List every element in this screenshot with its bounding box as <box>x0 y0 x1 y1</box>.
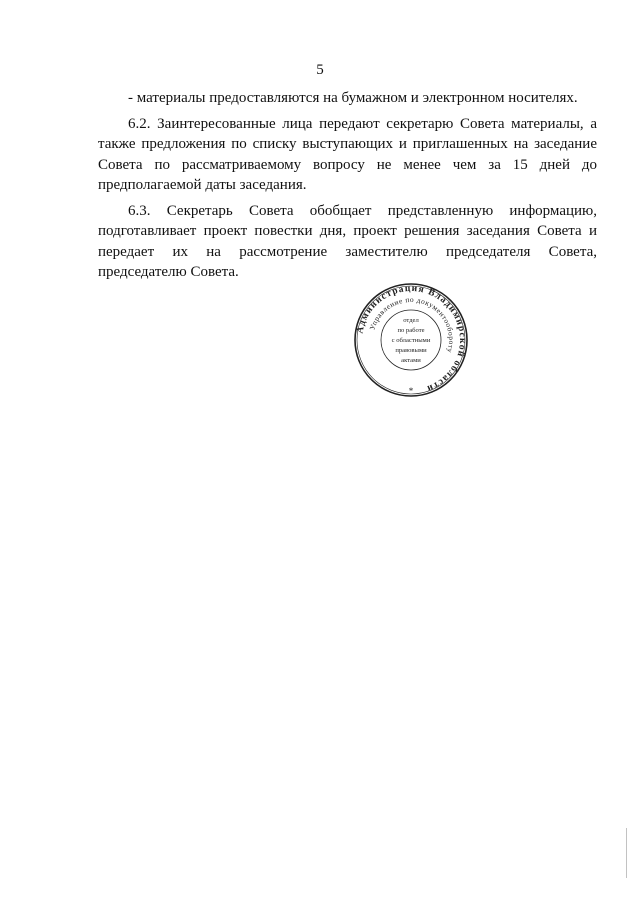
stamp-center-line-4: правовыми <box>395 347 427 354</box>
page-number: 5 <box>316 62 324 78</box>
document-body <box>98 88 597 288</box>
scan-edge-mark <box>626 828 630 878</box>
stamp-outer-ring: Администрация Владимирской области <box>355 283 468 394</box>
paragraph-materials: - материалы предоставляются на бумажном и электронном носителях. <box>128 90 578 106</box>
paragraph-6-3: 6.3. Секретарь Совета обобщает представленную информацию, подготавливает проект повестки дня, проект решения заседания Совета и передает их на рассмотрение заместителю председателя Совета, председателю Совета. <box>98 202 597 280</box>
stamp-inner-ring: Управление по документообороту <box>367 294 457 355</box>
stamp-center-line-1: отдел <box>403 317 419 324</box>
paragraph-6-2: 6.2. Заинтересованные лица передают секретарю Совета материалы, а также предложения по списку выступающих и приглашенных на заседание Совета по рассматриваемому вопросу не менее чем за 15 дней до предполагаемой даты заседания. <box>98 115 597 193</box>
stamp-center-line-3: с областными <box>391 337 431 344</box>
stamp-center-line-2: по работе <box>397 327 425 334</box>
stamp-center-line-5: актами <box>401 357 421 364</box>
stamp-star: * <box>408 386 414 396</box>
official-stamp <box>353 282 469 398</box>
